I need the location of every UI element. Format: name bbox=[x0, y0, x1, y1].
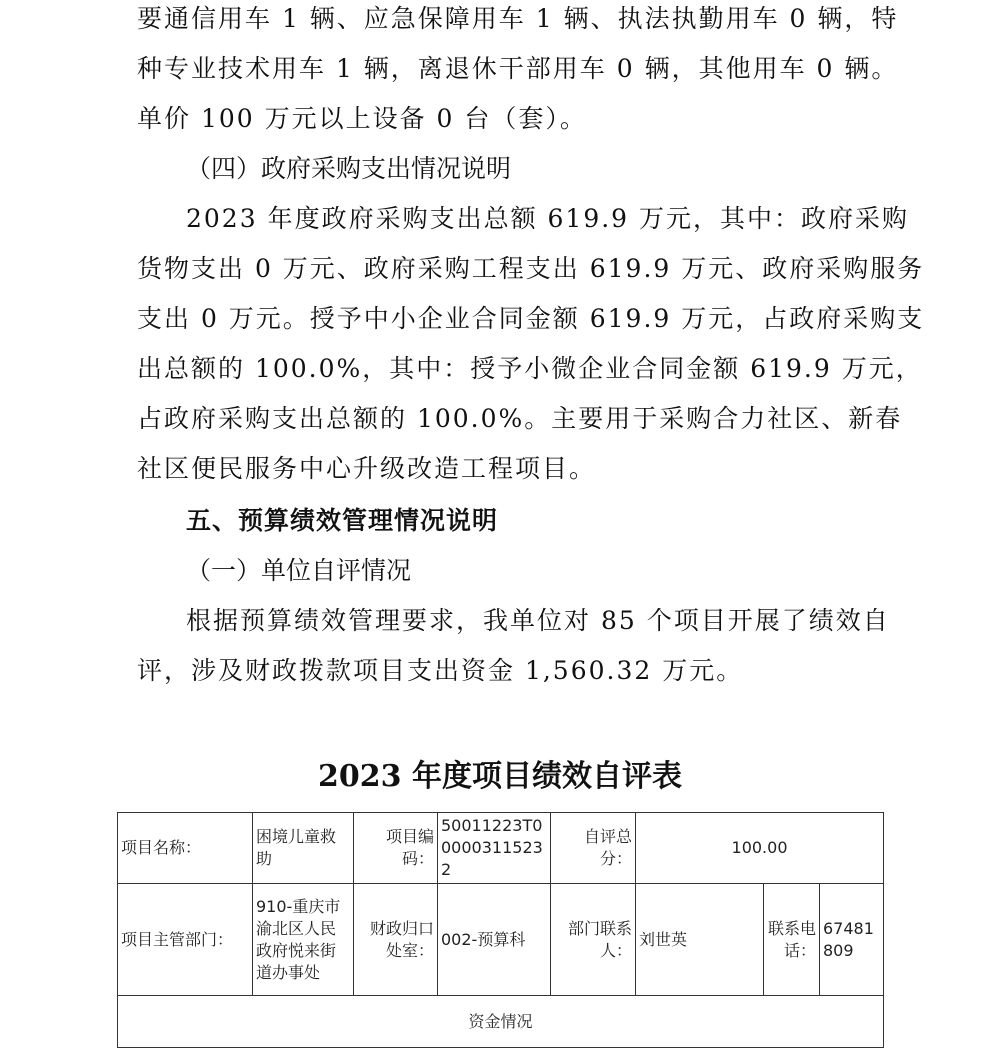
project-name-label: 项目名称： bbox=[118, 813, 253, 884]
finance-office-label: 财政归口处室： bbox=[354, 884, 438, 996]
section-heading: （四）政府采购支出情况说明 bbox=[186, 154, 512, 183]
body-line: 评，涉及财政拨款项目支出资金 1,560.32 万元。 bbox=[137, 656, 744, 685]
body-line: 社区便民服务中心升级改造工程项目。 bbox=[137, 454, 597, 483]
score-value: 100.00 bbox=[636, 813, 884, 884]
body-line: 支出 0 万元。授予中小企业合同金额 619.9 万元，占政府采购支 bbox=[137, 304, 925, 333]
body-line: 占政府采购支出总额的 100.0%。主要用于采购合力社区、新春 bbox=[137, 404, 903, 433]
body-line: 单价 100 万元以上设备 0 台（套）。 bbox=[137, 104, 587, 133]
body-line: 根据预算绩效管理要求，我单位对 85 个项目开展了绩效自 bbox=[186, 606, 890, 635]
body-line: 出总额的 100.0%，其中：授予小微企业合同金额 619.9 万元， bbox=[137, 354, 923, 383]
funds-heading: 资金情况 bbox=[118, 996, 884, 1048]
performance-evaluation-table bbox=[117, 812, 884, 1048]
score-label: 自评总分： bbox=[551, 813, 636, 884]
body-line: 货物支出 0 万元、政府采购工程支出 619.9 万元、政府采购服务 bbox=[137, 254, 925, 283]
dept-value: 910-重庆市渝北区人民政府悦来街道办事处 bbox=[253, 884, 354, 996]
project-code-value: 50011223T000003115232 bbox=[438, 813, 551, 884]
finance-office-value: 002-预算科 bbox=[438, 884, 551, 996]
body-line: 2023 年度政府采购支出总额 619.9 万元，其中：政府采购 bbox=[186, 204, 910, 233]
section-heading: 五、预算绩效管理情况说明 bbox=[186, 506, 499, 535]
project-code-label: 项目编码： bbox=[354, 813, 438, 884]
contact-label: 部门联系人： bbox=[551, 884, 636, 996]
phone-label: 联系电话： bbox=[764, 884, 820, 996]
phone-value: 67481809 bbox=[820, 884, 884, 996]
dept-label: 项目主管部门： bbox=[118, 884, 253, 996]
body-line: 种专业技术用车 1 辆，离退休干部用车 0 辆，其他用车 0 辆。 bbox=[137, 54, 899, 83]
body-line: 要通信用车 1 辆、应急保障用车 1 辆、执法执勤用车 0 辆，特 bbox=[137, 4, 899, 33]
contact-value: 刘世英 bbox=[636, 884, 764, 996]
table-title: 2023 年度项目绩效自评表 bbox=[318, 759, 682, 794]
subsection-heading: （一）单位自评情况 bbox=[186, 556, 412, 585]
project-name-value: 困境儿童救助 bbox=[253, 813, 354, 884]
